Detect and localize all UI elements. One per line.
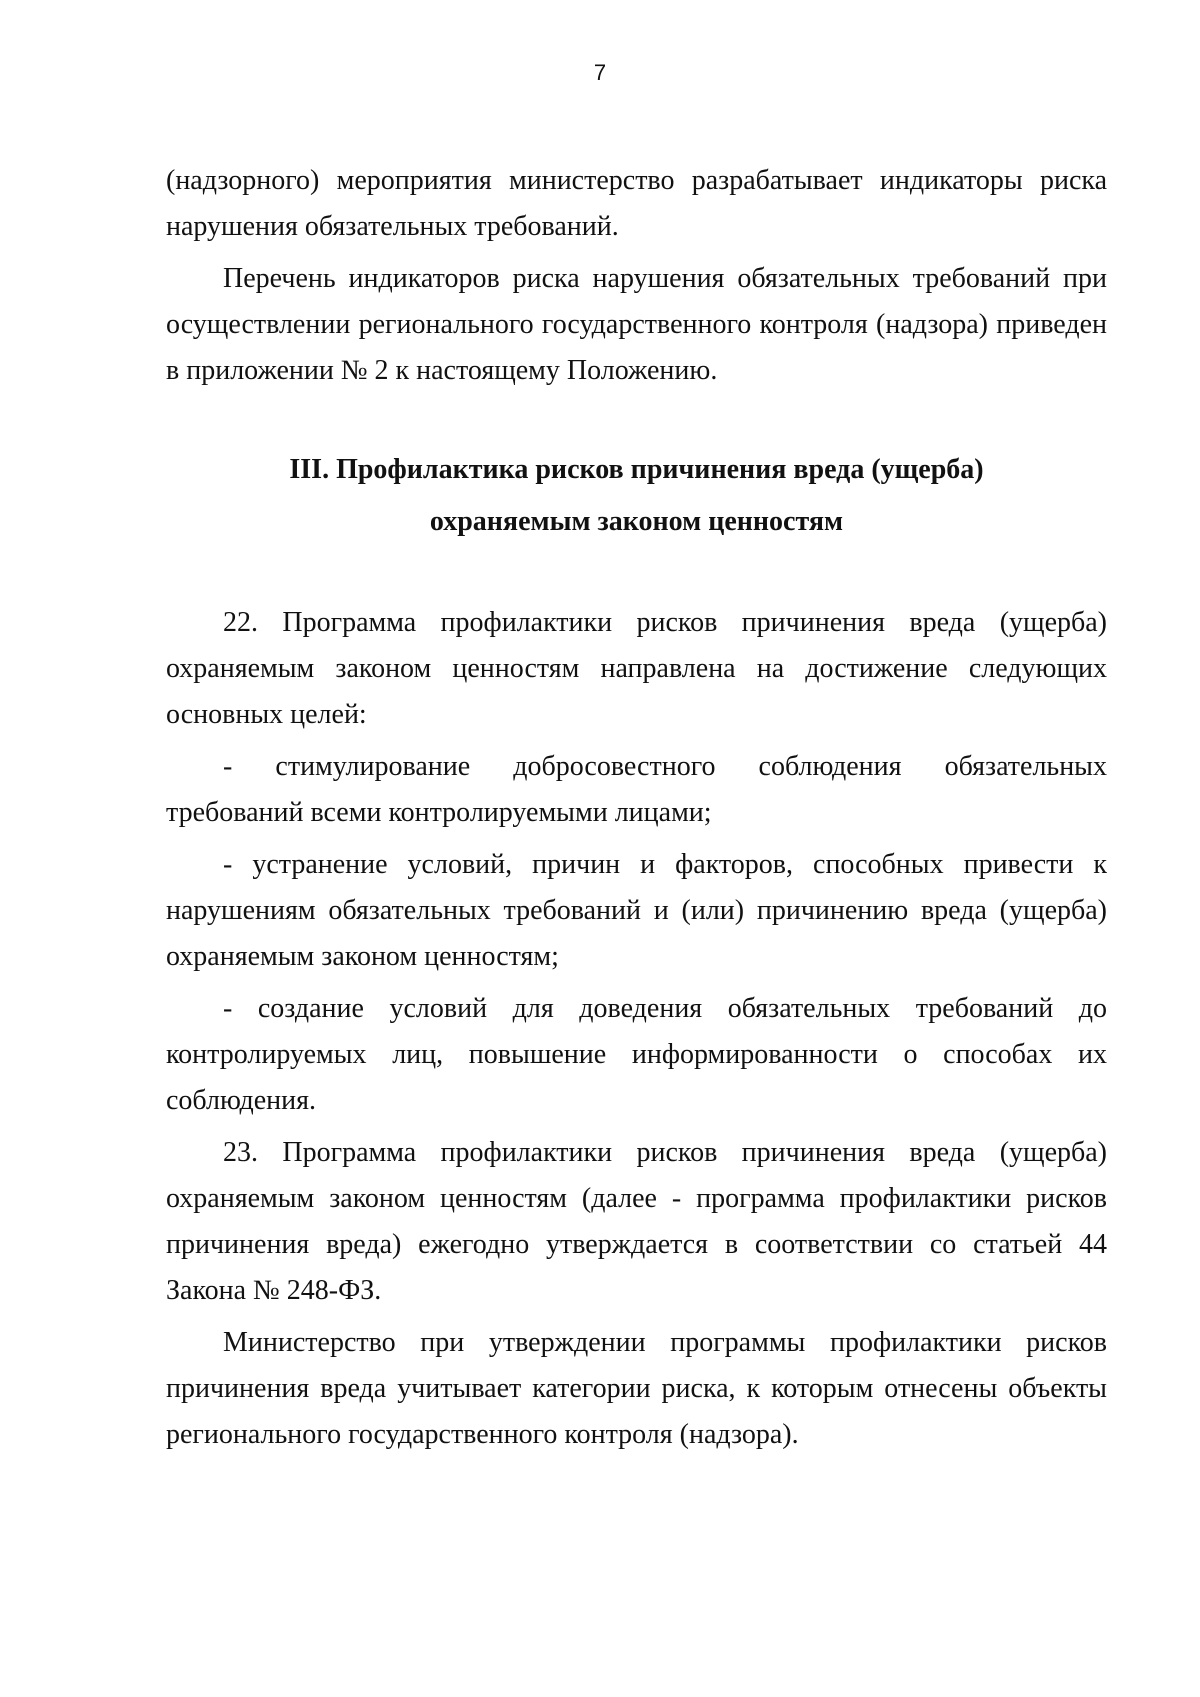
paragraph-risk-indicators: Перечень индикаторов риска нарушения обязательных требований при осуществлении регионального государственного контроля (надзора) приведен в приложении № 2 к настоящему Положению. bbox=[166, 263, 1107, 386]
list-item-goal-2: - устранение условий, причин и факторов, способных привести к нарушениям обязательных требований и (или) причинению вреда (ущерба) охраняемым законом ценностям; bbox=[166, 849, 1107, 972]
paragraph-ministry-risk-categories: Министерство при утверждении программы профилактики рисков причинения вреда учитывает категории риска, к которым отнесены объекты регионального государственного контроля (надзора). bbox=[166, 1327, 1107, 1450]
list-item-goal-3: - создание условий для доведения обязательных требований до контролируемых лиц, повышение информированности о способах их соблюдения. bbox=[166, 993, 1107, 1116]
paragraph-22: 22. Программа профилактики рисков причинения вреда (ущерба) охраняемым законом ценностям направлена на достижение следующих основных целей: bbox=[166, 607, 1107, 730]
paragraph-continuation: (надзорного) мероприятия министерство разрабатывает индикаторы риска нарушения обязательных требований. bbox=[166, 165, 1107, 242]
section-heading bbox=[166, 444, 1107, 548]
section-heading-line-1: III. Профилактика рисков причинения вреда (ущерба) bbox=[289, 454, 984, 485]
section-heading-line-2: охраняемым законом ценностям bbox=[429, 506, 844, 537]
list-item-goal-1: - стимулирование добросовестного соблюдения обязательных требований всеми контролируемыми лицами; bbox=[166, 751, 1107, 828]
document-body bbox=[166, 158, 1107, 1464]
page-number: 7 bbox=[593, 60, 607, 85]
paragraph-23: 23. Программа профилактики рисков причинения вреда (ущерба) охраняемым законом ценностям (далее - программа профилактики рисков причинения вреда) ежегодно утверждается в соответствии со статьей 44 Закона № 248-ФЗ. bbox=[166, 1137, 1107, 1306]
